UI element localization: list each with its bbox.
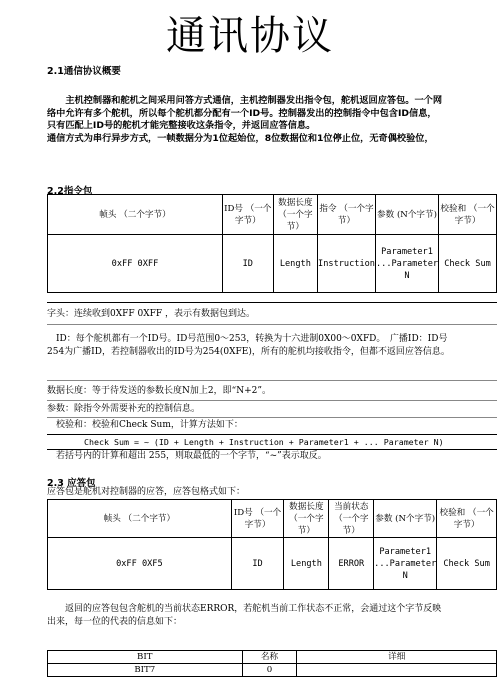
status-line: 返回的应答包包含舵机的当前状态ERROR，若舵机当前工作状态不正常，会通过这个字节反映 [47,604,442,614]
overview-line: 通信方式为串行异步方式，一帧数据分为1位起始位，8位数据位和1位停止位，无奇偶校验位， [47,132,434,144]
cell-id: ID [222,235,273,293]
cell-error: ERROR [329,538,374,590]
header-frame: 帧头 （二个字节） [48,195,223,235]
overview-line: 主机控制器和舵机之间采用问答方式通信，主机控制器发出指令包，舵机返回应答包。一个网 [47,95,443,106]
cell-id: ID [231,538,284,590]
header-id: ID号 （一个字节） [222,195,273,235]
header-detail: 详细 [297,651,497,664]
param-description: 参数：除指令外需要补充的控制信息。 [47,404,201,414]
instruction-packet-table [47,194,497,293]
cell-checksum: Check Sum [437,538,497,590]
header-description: 字头：连续收到0XFF 0XFF ，表示有数据包到达。 [47,309,255,319]
cell-frame: 0xFF 0XFF [48,235,223,293]
header-length: 数据长度（一个字节） [273,195,317,235]
response-intro: 应答包是舵机对控制器的应答，应答包格式如下： [47,487,246,497]
table-row [48,538,497,590]
divider [47,324,497,325]
status-description [47,603,497,629]
header-frame: 帧头 （二个字节） [48,500,232,538]
cell-checksum: Check Sum [439,235,497,293]
id-line: ID：每个舵机都有一个ID号。ID号范围0～253，转换为十六进制0X00～0XFD。 广播ID：ID号 [47,334,448,344]
cell-bit: BIT7 [48,664,243,677]
section-heading-2-1: 2.1通信协议概要 [47,66,121,77]
header-checksum: 校验和 （一个字节） [439,195,497,235]
response-packet-table [47,499,497,590]
table-header-row [48,651,497,664]
overflow-note: 若括号内的计算和超出 255，则取最低的一个字节，“~”表示取反。 [47,451,327,461]
length-description: 数据长度：等于待发送的参数长度N加上2，即“N+2”。 [47,386,271,396]
header-checksum: 校验和 （一个字节） [437,500,497,538]
header-instruction: 指令 （一个字节） [318,195,376,235]
header-name: 名称 [242,651,297,664]
header-bit: BIT [48,651,243,664]
cell-params: Parameter1 ...Parameter N [374,538,437,590]
table-row [48,664,497,677]
divider [47,434,497,435]
header-status: 当前状态（一个字节） [329,500,374,538]
cell-params: Parameter1 ...Parameter N [375,235,438,293]
table-row [48,235,497,293]
overview-line: 络中允许有多个舵机，所以每个舵机都分配有一个ID号。控制器发出的控制指令中包含ID信息， [47,107,437,119]
cell-name: 0 [242,664,297,677]
cell-length: Length [284,538,329,590]
cell-instruction: Instruction [318,235,376,293]
page-title: 通讯协议 [166,13,334,59]
header-params: 参数 (N个字节) [374,500,437,538]
header-length: 数据长度（一个字节） [284,500,329,538]
divider [47,417,497,418]
protocol-overview-paragraph [47,95,487,145]
section-heading-2-3: 2.3 应答包 [47,478,96,489]
id-line: 254为广播ID，若控制器收出的ID号为254(0XFE)，所有的舵机均接收指令，但都不返回应答信息。 [47,347,450,357]
cell-length: Length [273,235,317,293]
id-description [47,333,497,359]
section-heading-2-2: 2.2指令包 [47,186,93,197]
table-header-row [48,500,497,538]
overview-line: 只有匹配上ID号的舵机才能完整接收这条指令，并返回应答信息。 [47,120,316,131]
cell-detail [297,664,497,677]
cell-frame: 0xFF 0XF5 [48,538,232,590]
checksum-formula: Check Sum = ~ (ID + Length + Instruction + Parameter1 + ... Parameter N) [84,437,444,447]
divider [47,400,497,401]
divider [47,380,497,381]
status-line: 出来，每一位的代表的信息如下： [47,617,183,627]
header-params: 参数 (N个字节) [375,195,438,235]
divider [47,302,497,303]
bit-table [47,650,497,677]
header-id: ID号 （一个字节） [231,500,284,538]
table-header-row [48,195,497,235]
checksum-description: 校验和：校验和Check Sum，计算方法如下： [47,420,243,430]
